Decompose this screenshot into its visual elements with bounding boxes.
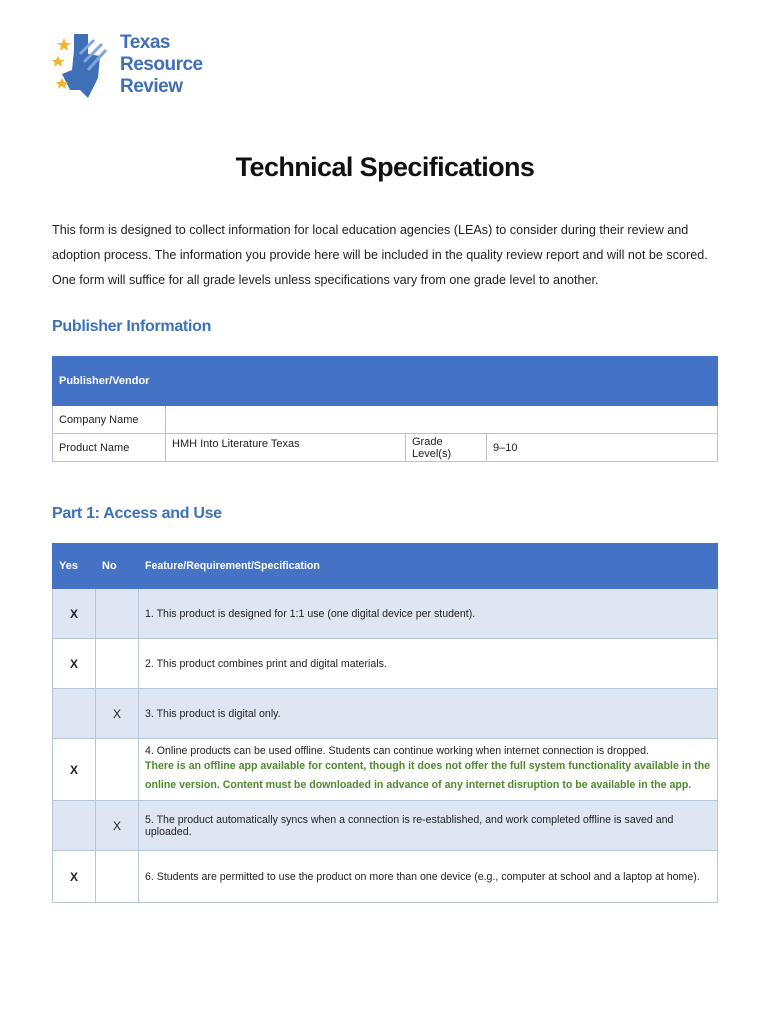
part1-heading: Part 1: Access and Use xyxy=(52,505,222,522)
no-cell[interactable] xyxy=(96,639,139,689)
table-row xyxy=(53,801,718,851)
publisher-table xyxy=(52,356,718,462)
table-row xyxy=(53,639,718,689)
feature-text: 6. Students are permitted to use the product on more than one device (e.g., computer at school and a laptop at home). xyxy=(139,851,718,903)
table-row xyxy=(53,589,718,639)
no-cell[interactable] xyxy=(96,589,139,639)
col-feature-header: Feature/Requirement/Specification xyxy=(139,544,718,589)
page-title: Technical Specifications xyxy=(235,152,535,182)
no-cell[interactable] xyxy=(96,851,139,903)
yes-cell[interactable]: X xyxy=(53,639,96,689)
table-row xyxy=(53,739,718,801)
yes-cell[interactable]: X xyxy=(53,739,96,801)
feature-text: 5. The product automatically syncs when a connection is re-established, and work completed offline is saved and uploaded. xyxy=(139,801,718,851)
texas-map-stars-icon xyxy=(50,30,116,105)
product-name-field[interactable]: HMH Into Literature Texas xyxy=(166,434,406,462)
company-name-field[interactable] xyxy=(166,406,718,434)
feature-text: 2. This product combines print and digital materials. xyxy=(139,639,718,689)
grade-level-label: Grade Level(s) xyxy=(406,434,487,462)
company-name-label: Company Name xyxy=(53,406,166,434)
col-yes-header: Yes xyxy=(53,544,96,589)
col-no-header: No xyxy=(96,544,139,589)
access-use-table xyxy=(52,543,718,903)
yes-cell[interactable]: X xyxy=(53,589,96,639)
no-cell[interactable]: X xyxy=(96,801,139,851)
yes-cell[interactable]: X xyxy=(53,851,96,903)
feature-cell-with-note xyxy=(139,739,718,801)
logo-line-3: Review xyxy=(120,76,183,97)
feature-text: 3. This product is digital only. xyxy=(139,689,718,739)
logo-line-1: Texas xyxy=(120,32,170,53)
grade-level-field[interactable]: 9–10 xyxy=(487,434,718,462)
feature-text: 4. Online products can be used offline. Students can continue working when internet connection is dropped. xyxy=(145,744,649,757)
publisher-vendor-header: Publisher/Vendor xyxy=(53,357,718,406)
table-row xyxy=(53,851,718,903)
product-name-label: Product Name xyxy=(53,434,166,462)
yes-cell[interactable] xyxy=(53,689,96,739)
texas-resource-review-logo xyxy=(50,30,210,105)
table-row xyxy=(53,689,718,739)
logo-wordmark xyxy=(120,32,203,98)
intro-paragraph: This form is designed to collect information for local education agencies (LEAs) to consider during their review and adoption process. The information you provide here will be included in the quality review report and will not be scored. One form will suffice for all grade levels unless specifications vary from one grade level to another. xyxy=(52,223,708,287)
logo-line-2: Resource xyxy=(120,54,203,75)
yes-cell[interactable] xyxy=(53,801,96,851)
no-cell[interactable] xyxy=(96,739,139,801)
feature-note: There is an offline app available for content, though it does not offer the full system functionality available in the online version. Content must be downloaded in advance of any internet disruption to be available in the app. xyxy=(145,759,711,791)
no-cell[interactable]: X xyxy=(96,689,139,739)
feature-text: 1. This product is designed for 1:1 use (one digital device per student). xyxy=(139,589,718,639)
publisher-section-heading: Publisher Information xyxy=(52,318,212,335)
